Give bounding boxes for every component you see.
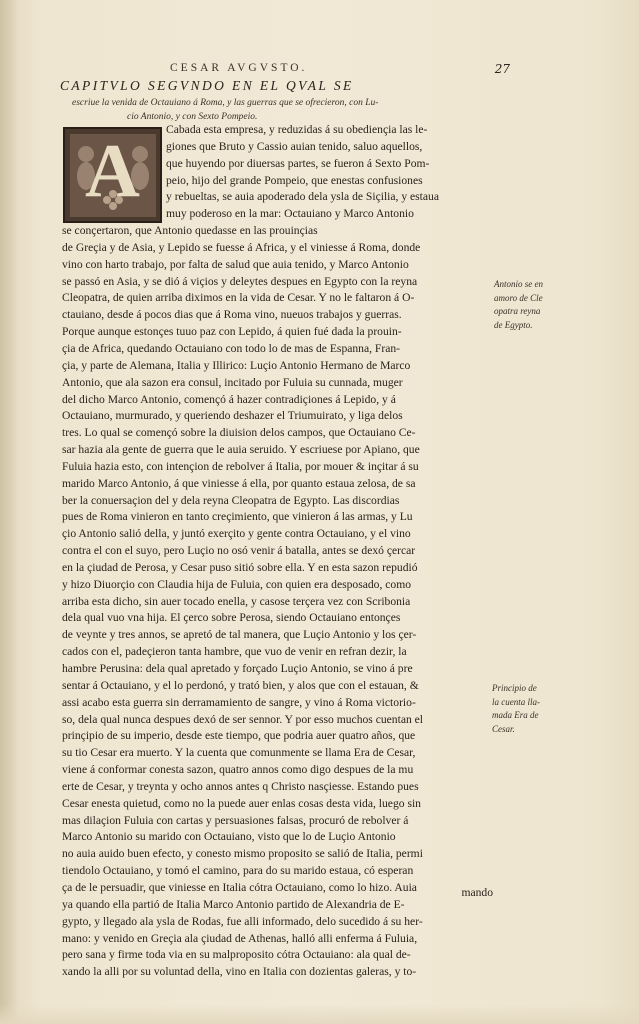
text-line: y rebueltas, se auia apoderado dela ysla de Siçilia, y estaua [166,190,439,204]
text-line: de veynte y tres annos, se apretó de tal manera, que Luçio Antonio y los çer- [62,628,417,642]
text-line: prinçipio de su imperio, desde este tiempo, que podria auer quatro años, que [62,729,416,743]
text-line: de Greçia y de Asia, y Lepido se fuesse á Africa, y el viniesse á Roma, donde [62,240,421,254]
text-line: hambre Perusina: dela qual apretado y forçado Luçio Antonio, se vino á pre [62,662,413,675]
text-line: sentar á Octauiano, y el lo perdonó, y trató bien, y alos que con el estauan, & [62,678,419,692]
text-line: arriba esta dicho, sin auer tocado enella, y casose terçera vez con Scribonia [62,594,411,608]
text-line: ber la conuersaçion del y dela reyna Cleopatra de Egypto. Las discordias [62,493,400,507]
text-line: gypto, y llegado ala ysla de Rodas, fue alli informado, delo sucedido á su her- [62,914,423,928]
text-line: xando la alli por su voluntad della, vino en Italia con dozientas galeras, y to- [62,965,417,979]
text-line: dela qual vuo vna hija. El çerco sobre Perosa, siendo Octauiano entonçes [62,611,401,625]
page-header [60,62,510,78]
text-line: no auia auido buen efecto, y conesto mismo proposito se salió de Italia, permi [62,847,423,861]
margin-note-line: opatra reyna [494,306,541,316]
text-line: viene á conformar conesta sazon, quatro annos como digo despues de la mu [62,763,414,777]
text-line: Cabada esta empresa, y reduzidas á su obediençia las le- [166,123,428,136]
margin-note-line: la cuenta lla- [492,696,540,707]
margin-note [494,278,564,332]
catchword: mando [461,886,493,899]
margin-note-line: amoro de Cle [494,292,543,303]
text-line: su tio Cesar era muerto. Y la cuenta que comunmente se llama Era de Cesar, [62,746,416,760]
text-line: mas dilaçion Fuluia con cartas y persuasiones falsas, procuró de rebolver á [62,813,409,827]
text-line: pero sana y firme toda via en su malproposito cótra Octauiano: ala qual de- [62,948,411,962]
text-line: contra el con el suyo, pero Luçio no osó venir á batalla, antes se dexó çercar [62,544,416,558]
text-line: y hizo Diuorçio con Claudia hija de Fuluia, con quien era desposado, como [62,577,412,591]
text-line: Fuluia hazia esto, con intençion de rebolver á Italia, por mouer & inçitar á su [62,459,419,473]
text-line: se passó en Asia, y se dió á viçios y deleytes despues en Egypto con la reyna [62,274,418,288]
text-line: Octauiano, murmurado, y queriendo deshazer el Triumuirato, y liga delos [62,409,403,423]
margin-note-line: Principio de [492,683,537,693]
text-line: Porque aunque estonçes tuuo paz con Lepido, á quien fué dada la prouin- [62,325,402,339]
subtitle-line: cio Antonio, y con Sexto Pompeio. [127,112,258,122]
text-line: marido Marco Antonio, á que viniesse á ella, por quanto estaua zelosa, de sa [62,476,416,490]
text-line: pues de Roma vinieron en tanto creçimiento, que vinieron á las armas, y Lu [62,510,413,524]
text-line: en la çiudad de Perosa, y Cesar puso sitió sobre ella. Y en esta sazon repudió [62,560,418,574]
text-line: cados con el, padeçieron tanta hambre, que vuo de venir en refran dezir, la [62,645,407,659]
margin-note-line: Cesar. [492,723,515,734]
gutter-shadow [0,0,18,1024]
text-line: peio, hijo del grande Pompeio, que enestas confusiones [166,173,423,187]
text-line: erte de Cesar, y treynta y ocho annos antes q Christo nasçiesse. Estando pues [62,779,419,793]
text-line: ya quando ella partió de Italia Marco Antonio partido de Alexandria de E- [62,897,405,911]
margin-note-line: de Egypto. [494,319,533,330]
text-line: ça de le persuadir, que viniesse en Italia cótra Octauiano, como lo hizo. Auia [62,880,417,894]
text-line: giones que Bruto y Cassio auian tenido, saluo aquellos, [166,139,423,153]
text-line: so, dela qual nunca despues dexó de ser sennor. Y por esso muchos cuentan el [62,712,424,726]
subtitle-line: escriue la venida de Octauiano á Roma, y las guerras que se ofrecieron, con Lu- [72,98,379,108]
text-line: tres. Lo qual se començó sobre la diuision delos campos, que Octauiano Ce- [62,426,416,440]
chapter-title: CAPITVLO SEGVNDO EN EL QVAL SE [60,78,354,93]
text-line: Antonio, que ala sazon era consul, incitado por Fuluia su cunnada, muger [62,375,403,389]
text-line: que huyendo por diuersas partes, se fueron á Sexto Pom- [166,156,430,170]
text-line: assi acabo esta guerra sin derramamiento de sangre, y vino á Roma victorio- [62,695,416,709]
text-line: tiendolo Octauiano, y tomó el camino, para do su marido estaua, có esperan [62,864,414,878]
text-line: se conçertaron, que Antonio quedasse en las prouinçias [62,224,318,238]
text-line: Cesar enesta quietud, como no la puede auer enlas cosas desta vida, luego sin [62,796,421,810]
running-head: CESAR AVGVSTO. [170,62,308,74]
margin-note-line: mada Era de [492,710,539,720]
text-line: muy poderoso en la mar: Octauiano y Marco Antonio [166,207,414,221]
text-line: Cleopatra, de quien arriba diximos en la vida de Cesar. Y no le faltaron á O- [62,291,415,305]
text-line: çia de Africa, quedando Octauiano con todo lo de mas de Espanna, Fran- [62,341,401,355]
text-line: mano: y venido en Greçia ala çiudad de Athenas, halló alli enferma á Fuluia, [62,931,418,945]
text-line: çio Antonio salió della, y juntó exerçito y gente contra Octauiano, y el vino [62,527,411,541]
text-line: sar hazia ala gente de guerra que le auia seruido. Y escriuese por Apiano, que [62,443,420,457]
margin-note [492,682,562,736]
body-text [62,122,494,981]
page-bottom-edge [0,1004,639,1024]
text-line: vino con harto trabajo, por falta de salud que auia tenido, y Marco Antonio [62,257,409,271]
text-line: çia, y parte de Alemana, Italia y Illirico: Luçio Antonio Hermano de Marco [62,358,411,372]
margin-note-line: Antonio se en [494,279,543,289]
text-line: del dicho Marco Antonio, començó á hazer contradiçiones á Lepido, y á [62,392,396,406]
initial-letter: A [85,128,140,213]
text-line: ctauiano, desde á pocos dias que á Roma vino, nueuos trabajos y guerras. [62,308,402,322]
chapter-subtitle [72,96,497,124]
text-line: Marco Antonio su marido con Octauiano, visto que lo de Luçio Antonio [62,830,396,844]
page-number: 27 [494,62,510,76]
